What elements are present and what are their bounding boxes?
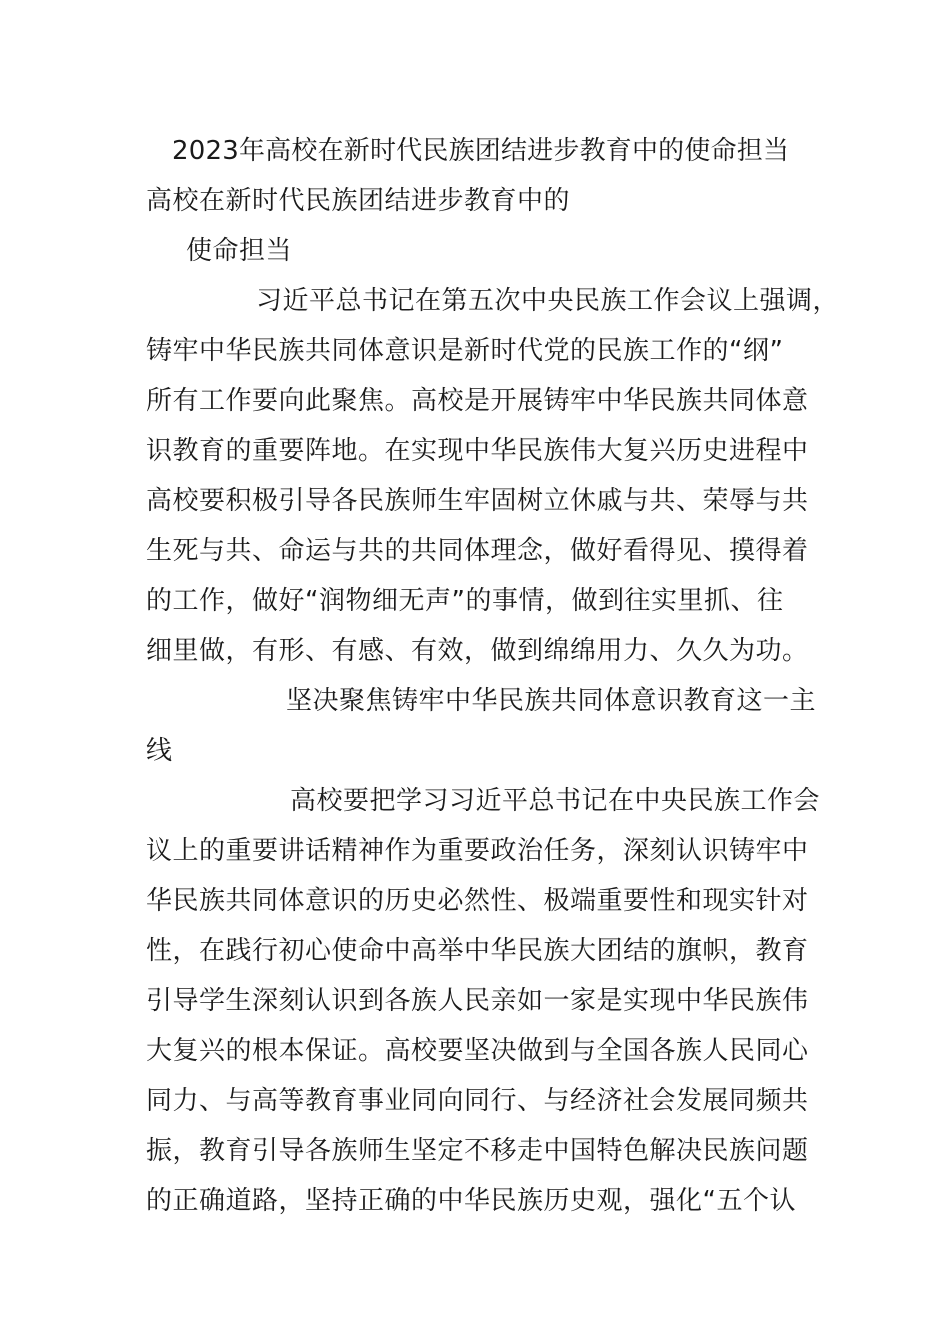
paragraph-2-line: 的正确道路，坚持正确的中华民族历史观，强化“五个认 [146, 1186, 796, 1216]
paragraph-2-line: 同力、与高等教育事业同向同行、与经济社会发展同频共 [146, 1086, 809, 1116]
section-heading-line-2: 线 [146, 736, 173, 766]
subtitle-line-2: 使命担当 [186, 236, 293, 266]
section-heading-line-1: 坚决聚焦铸牢中华民族共同体意识教育这一主 [286, 686, 817, 716]
paragraph-2-line: 振，教育引导各族师生坚定不移走中国特色解决民族问题 [146, 1136, 809, 1166]
document-title: 2023年高校在新时代民族团结进步教育中的使命担当 [172, 136, 790, 166]
paragraph-2-line: 大复兴的根本保证。高校要坚决做到与全国各族人民同心 [146, 1036, 809, 1066]
paragraph-1-line: 所有工作要向此聚焦。高校是开展铸牢中华民族共同体意 [146, 386, 809, 416]
paragraph-2-line: 华民族共同体意识的历史必然性、极端重要性和现实针对 [146, 886, 809, 916]
subtitle-line-1: 高校在新时代民族团结进步教育中的 [146, 186, 571, 216]
paragraph-2-line: 议上的重要讲话精神作为重要政治任务，深刻认识铸牢中 [146, 836, 809, 866]
paragraph-1-line: 高校要积极引导各民族师生牢固树立休戚与共、荣辱与共 [146, 486, 809, 516]
paragraph-2-line: 性，在践行初心使命中高举中华民族大团结的旗帜，教育 [146, 936, 809, 966]
paragraph-1-line: 识教育的重要阵地。在实现中华民族伟大复兴历史进程中 [146, 436, 809, 466]
paragraph-1-line: 铸牢中华民族共同体意识是新时代党的民族工作的“纲” [146, 336, 784, 366]
paragraph-1-line: 习近平总书记在第五次中央民族工作会议上强调， [256, 286, 840, 316]
paragraph-1-line: 生死与共、命运与共的共同体理念，做好看得见、摸得着 [146, 536, 809, 566]
paragraph-1-line: 细里做，有形、有感、有效，做到绵绵用力、久久为功。 [146, 636, 809, 666]
paragraph-2-line: 引导学生深刻认识到各族人民亲如一家是实现中华民族伟 [146, 986, 809, 1016]
paragraph-1-line: 的工作，做好“润物细无声”的事情，做到往实里抓、往 [146, 586, 784, 616]
paragraph-2-line: 高校要把学习习近平总书记在中央民族工作会 [290, 786, 821, 816]
